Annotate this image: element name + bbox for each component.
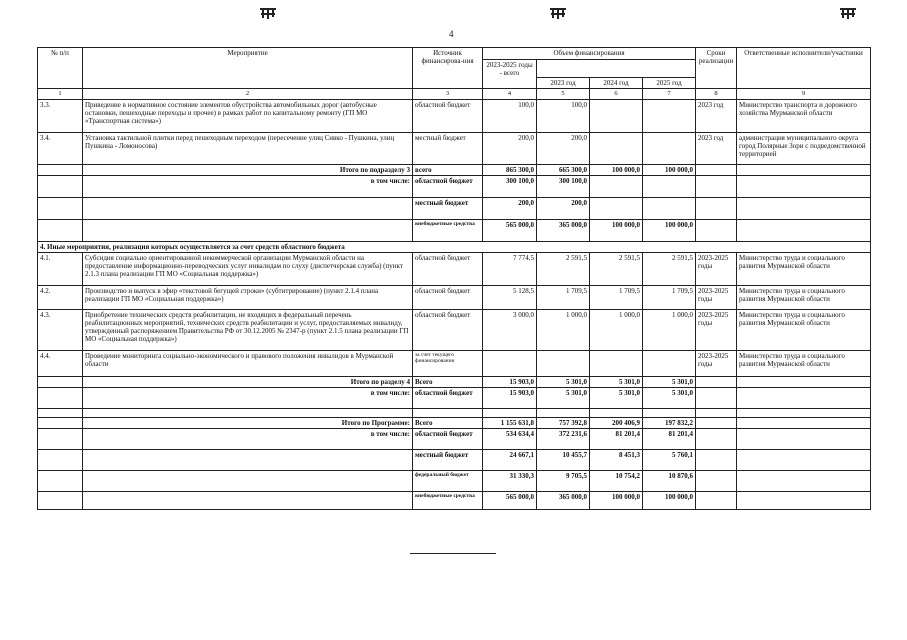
total-2023: 10 455,7 xyxy=(537,449,590,470)
item-row xyxy=(38,252,871,285)
spacer-cell xyxy=(696,408,737,417)
total-2023: 372 231,6 xyxy=(537,428,590,449)
total-source: Всего xyxy=(413,417,483,428)
spacer-cell xyxy=(483,408,537,417)
item-total: 7 774,5 xyxy=(483,252,537,285)
total-resp-empty xyxy=(737,387,871,408)
total-2024: 8 451,3 xyxy=(590,449,643,470)
item-2025: 1 000,0 xyxy=(643,309,696,350)
total-sum: 15 903,0 xyxy=(483,387,537,408)
total-row xyxy=(38,491,871,509)
header-responsible: Ответственные исполнители/участники xyxy=(737,48,871,89)
item-event: Приведение в нормативное состояние элементов обустройства автомобильных дорог (автобусные остановки, пешеходные переходы и прочее) в рамках работ по капитальному ремонту (ГП МО «Транспортная система») xyxy=(83,99,413,132)
item-source: местный бюджет xyxy=(413,132,483,164)
spacer-cell xyxy=(737,408,871,417)
stamp-mark xyxy=(548,6,568,20)
total-2023: 5 301,0 xyxy=(537,387,590,408)
total-term-empty xyxy=(696,470,737,491)
total-source: внебюджетные средства xyxy=(413,491,483,509)
item-responsible: Министерство труда и социального развития Мурманской области xyxy=(737,309,871,350)
total-2025: 10 870,6 xyxy=(643,470,696,491)
total-resp-empty xyxy=(737,449,871,470)
total-label: Итого по Программе: xyxy=(83,417,413,428)
total-row xyxy=(38,376,871,387)
total-2024 xyxy=(590,197,643,219)
item-number: 3.3. xyxy=(38,99,83,132)
total-source: всего xyxy=(413,164,483,175)
total-row xyxy=(38,417,871,428)
item-source: за счет текущего финансирования xyxy=(413,350,483,376)
total-resp-empty xyxy=(737,491,871,509)
item-term: 2023 год xyxy=(696,132,737,164)
total-num-empty xyxy=(38,197,83,219)
item-number: 4.4. xyxy=(38,350,83,376)
item-responsible: Министерство труда и социального развития Мурманской области xyxy=(737,252,871,285)
total-2025: 197 832,2 xyxy=(643,417,696,428)
item-term: 2023 год xyxy=(696,99,737,132)
column-number: 4 xyxy=(483,89,537,99)
total-resp-empty xyxy=(737,376,871,387)
column-number: 2 xyxy=(83,89,413,99)
total-2025: 100 000,0 xyxy=(643,491,696,509)
spacer-cell xyxy=(83,408,413,417)
total-num-empty xyxy=(38,470,83,491)
item-responsible: администрация муниципального округа город Полярные Зори с подведомственной территорией xyxy=(737,132,871,164)
total-incl-label: в том числе: xyxy=(83,175,413,197)
header-num: № п/п xyxy=(38,48,83,89)
item-2023: 200,0 xyxy=(537,132,590,164)
total-sum: 24 667,1 xyxy=(483,449,537,470)
header-terms: Сроки реализации xyxy=(696,48,737,89)
item-responsible: Министерство труда и социального развития Мурманской области xyxy=(737,285,871,309)
item-2024 xyxy=(590,99,643,132)
item-source: областной бюджет xyxy=(413,99,483,132)
total-2025: 81 201,4 xyxy=(643,428,696,449)
total-resp-empty xyxy=(737,219,871,241)
header-2023: 2023 год xyxy=(537,78,590,89)
total-2023: 300 100,0 xyxy=(537,175,590,197)
item-row xyxy=(38,309,871,350)
total-term-empty xyxy=(696,219,737,241)
item-row xyxy=(38,350,871,376)
total-2023: 757 392,8 xyxy=(537,417,590,428)
item-row xyxy=(38,132,871,164)
item-2025 xyxy=(643,99,696,132)
item-2023: 2 591,5 xyxy=(537,252,590,285)
item-2025: 1 709,5 xyxy=(643,285,696,309)
header-source: Источник финансирова-ния xyxy=(413,48,483,89)
header-volume: Объем финансирования xyxy=(483,48,696,60)
total-2023: 365 000,0 xyxy=(537,219,590,241)
column-number: 7 xyxy=(643,89,696,99)
item-source: областной бюджет xyxy=(413,309,483,350)
total-row xyxy=(38,164,871,175)
total-2024: 100 000,0 xyxy=(590,491,643,509)
total-sum: 565 000,0 xyxy=(483,219,537,241)
page-number: 4 xyxy=(449,29,454,39)
total-2023: 9 705,5 xyxy=(537,470,590,491)
total-row xyxy=(38,197,871,219)
total-2024 xyxy=(590,175,643,197)
total-2024: 10 754,2 xyxy=(590,470,643,491)
total-2023: 365 000,0 xyxy=(537,491,590,509)
total-term-empty xyxy=(696,417,737,428)
item-number: 4.1. xyxy=(38,252,83,285)
item-term: 2023-2025 годы xyxy=(696,252,737,285)
financing-table xyxy=(37,47,871,510)
total-row xyxy=(38,387,871,408)
total-row xyxy=(38,175,871,197)
item-total: 200,0 xyxy=(483,132,537,164)
item-event: Субсидия социально ориентированной некоммерческой организации Мурманской области на предоставление информационно-переводческих услуг инвалидам по слуху (диспетчерская служба) (пункт 2.1.3 плана реализации ГП МО «Социальная поддержка») xyxy=(83,252,413,285)
total-resp-empty xyxy=(737,175,871,197)
total-resp-empty xyxy=(737,428,871,449)
total-resp-empty xyxy=(737,470,871,491)
item-2025 xyxy=(643,350,696,376)
item-term: 2023-2025 годы xyxy=(696,309,737,350)
column-number: 9 xyxy=(737,89,871,99)
item-2024: 1 000,0 xyxy=(590,309,643,350)
item-event: Установка тактильной плитки перед пешеходным переходом (пересечение улиц Сивко - Пушкина, улиц Пушкина - Ломоносова) xyxy=(83,132,413,164)
item-responsible: Министерство транспорта и дорожного хозяйства Мурманской области xyxy=(737,99,871,132)
total-2024: 81 201,4 xyxy=(590,428,643,449)
item-term: 2023-2025 годы xyxy=(696,350,737,376)
spacer-row xyxy=(38,408,871,417)
stamp-mark xyxy=(258,6,278,20)
header-total: 2023-2025 годы - всего xyxy=(483,60,537,89)
total-term-empty xyxy=(696,449,737,470)
spacer-cell xyxy=(643,408,696,417)
total-term-empty xyxy=(696,197,737,219)
total-sum: 565 000,0 xyxy=(483,491,537,509)
total-2025: 100 000,0 xyxy=(643,164,696,175)
item-row xyxy=(38,285,871,309)
total-source: Всего xyxy=(413,376,483,387)
section-title-row xyxy=(38,241,871,252)
total-num-empty xyxy=(38,376,83,387)
item-2023 xyxy=(537,350,590,376)
item-total xyxy=(483,350,537,376)
total-num-empty xyxy=(38,417,83,428)
item-term: 2023-2025 годы xyxy=(696,285,737,309)
total-2024: 100 000,0 xyxy=(590,164,643,175)
total-2023: 665 300,0 xyxy=(537,164,590,175)
item-total: 5 128,5 xyxy=(483,285,537,309)
total-source: местный бюджет xyxy=(413,449,483,470)
total-2023: 5 301,0 xyxy=(537,376,590,387)
header-event: Мероприятие xyxy=(83,48,413,89)
spacer-cell xyxy=(38,408,83,417)
item-2025: 2 591,5 xyxy=(643,252,696,285)
item-total: 3 000,0 xyxy=(483,309,537,350)
total-num-empty xyxy=(38,175,83,197)
total-row xyxy=(38,449,871,470)
section-title: 4. Иные мероприятия, реализация которых осуществляется за счет средств областного бюджета xyxy=(38,241,871,252)
total-incl-label: в том числе: xyxy=(83,428,413,449)
spacer-cell xyxy=(537,408,590,417)
total-label-empty xyxy=(83,197,413,219)
item-event: Производство и выпуск в эфир «текстовой бегущей строки» (субтитрирование) (пункт 2.1.4 плана реализации ГП МО «Социальная поддержка») xyxy=(83,285,413,309)
total-label-empty xyxy=(83,219,413,241)
spacer-cell xyxy=(590,408,643,417)
total-label-empty xyxy=(83,491,413,509)
item-responsible: Министерство труда и социального развития Мурманской области xyxy=(737,350,871,376)
total-2025: 5 760,1 xyxy=(643,449,696,470)
total-2025: 100 000,0 xyxy=(643,219,696,241)
total-term-empty xyxy=(696,491,737,509)
column-number: 8 xyxy=(696,89,737,99)
total-row xyxy=(38,428,871,449)
item-2023: 1 000,0 xyxy=(537,309,590,350)
total-term-empty xyxy=(696,175,737,197)
total-term-empty xyxy=(696,376,737,387)
total-source: областной бюджет xyxy=(413,175,483,197)
item-2024: 1 709,5 xyxy=(590,285,643,309)
column-number: 6 xyxy=(590,89,643,99)
column-number: 3 xyxy=(413,89,483,99)
total-2024: 5 301,0 xyxy=(590,387,643,408)
column-number: 1 xyxy=(38,89,83,99)
header-2024: 2024 год xyxy=(590,78,643,89)
total-source: федеральный бюджет xyxy=(413,470,483,491)
item-2023: 1 709,5 xyxy=(537,285,590,309)
total-term-empty xyxy=(696,428,737,449)
item-source: областной бюджет xyxy=(413,252,483,285)
total-source: областной бюджет xyxy=(413,387,483,408)
total-label: Итого по разделу 4 xyxy=(83,376,413,387)
total-num-empty xyxy=(38,164,83,175)
spacer-cell xyxy=(413,408,483,417)
item-2024 xyxy=(590,350,643,376)
stamp-mark xyxy=(838,6,858,20)
total-incl-label: в том числе: xyxy=(83,387,413,408)
total-sum: 15 903,0 xyxy=(483,376,537,387)
total-label-empty xyxy=(83,449,413,470)
total-sum: 200,0 xyxy=(483,197,537,219)
total-row xyxy=(38,470,871,491)
total-2024: 5 301,0 xyxy=(590,376,643,387)
column-number: 5 xyxy=(537,89,590,99)
total-source: внебюджетные средства xyxy=(413,219,483,241)
total-2025: 5 301,0 xyxy=(643,376,696,387)
item-number: 4.3. xyxy=(38,309,83,350)
item-2024: 2 591,5 xyxy=(590,252,643,285)
total-num-empty xyxy=(38,449,83,470)
total-2025 xyxy=(643,175,696,197)
total-2023: 200,0 xyxy=(537,197,590,219)
total-source: местный бюджет xyxy=(413,197,483,219)
item-number: 4.2. xyxy=(38,285,83,309)
total-num-empty xyxy=(38,387,83,408)
item-2024 xyxy=(590,132,643,164)
total-source: областной бюджет xyxy=(413,428,483,449)
total-sum: 865 300,0 xyxy=(483,164,537,175)
total-sum: 31 330,3 xyxy=(483,470,537,491)
item-total: 100,0 xyxy=(483,99,537,132)
item-event: Проведение мониторинга социально-экономического и правового положения инвалидов в Мурманской области xyxy=(83,350,413,376)
item-2023: 100,0 xyxy=(537,99,590,132)
total-2024: 200 406,9 xyxy=(590,417,643,428)
total-row xyxy=(38,219,871,241)
total-term-empty xyxy=(696,387,737,408)
total-sum: 534 634,4 xyxy=(483,428,537,449)
total-sum: 300 100,0 xyxy=(483,175,537,197)
total-num-empty xyxy=(38,491,83,509)
total-label-empty xyxy=(83,470,413,491)
item-row xyxy=(38,99,871,132)
item-source: областной бюджет xyxy=(413,285,483,309)
item-2025 xyxy=(643,132,696,164)
item-number: 3.4. xyxy=(38,132,83,164)
item-event: Приобретение технических средств реабилитации, не входящих в федеральный перечень реабилитационных мероприятий, технических средств реабилитации и услуг, предоставляемых инвалиду, утвержденный распоряжением Правительства РФ от 30.12.2005 № 2347-р (пункт 2.1.5 плана реализации ГП МО «Социальная поддержка») xyxy=(83,309,413,350)
total-term-empty xyxy=(696,164,737,175)
total-2025: 5 301,0 xyxy=(643,387,696,408)
total-resp-empty xyxy=(737,417,871,428)
total-resp-empty xyxy=(737,164,871,175)
total-sum: 1 155 631,8 xyxy=(483,417,537,428)
header-2025: 2025 год xyxy=(643,78,696,89)
footer-line xyxy=(410,553,496,554)
total-2024: 100 000,0 xyxy=(590,219,643,241)
total-label: Итого по подразделу 3 xyxy=(83,164,413,175)
total-num-empty xyxy=(38,428,83,449)
total-num-empty xyxy=(38,219,83,241)
total-2025 xyxy=(643,197,696,219)
total-resp-empty xyxy=(737,197,871,219)
